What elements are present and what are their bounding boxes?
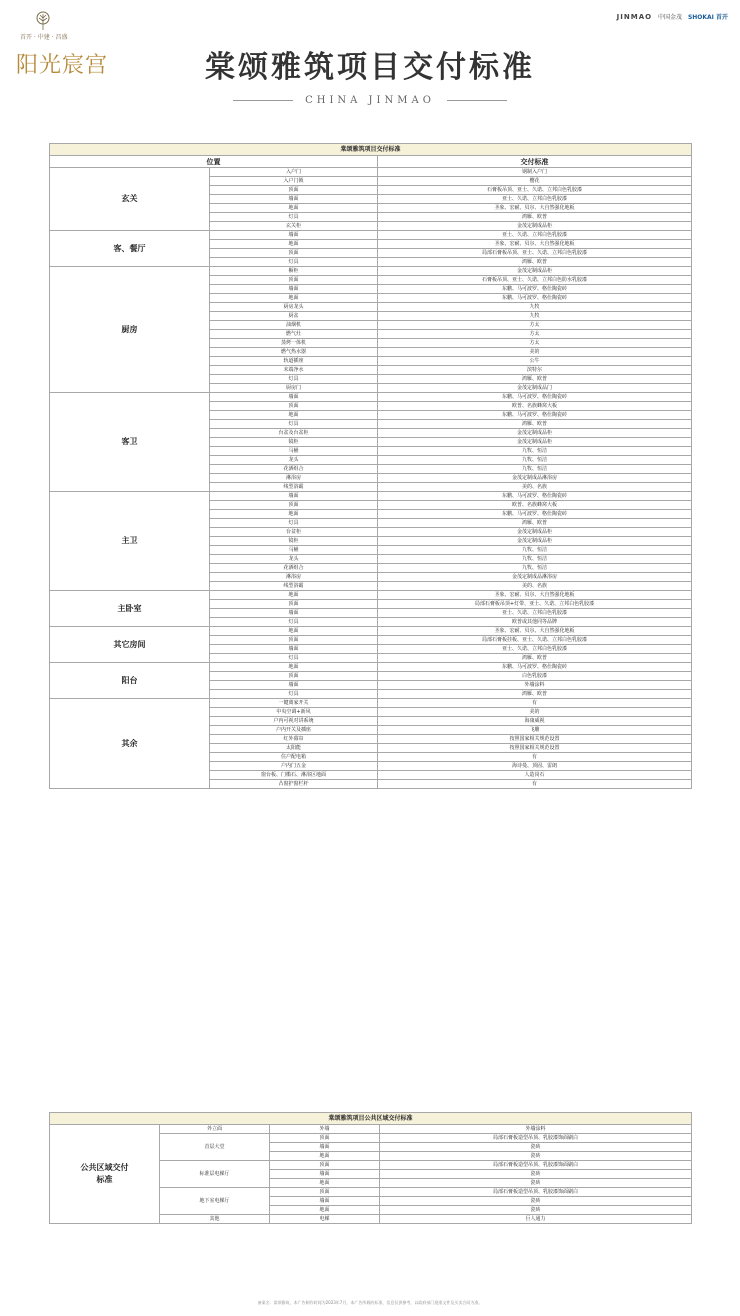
item-cell: 顶面 — [210, 600, 378, 609]
standard-cell: 圣象、宏耐、贝尔、大自然强化地板 — [378, 240, 692, 249]
table-row — [50, 393, 692, 402]
item-cell: 地面 — [210, 240, 378, 249]
standard-cell: 瓷砖 — [380, 1143, 692, 1152]
standard-cell: 金茂定制成品门 — [378, 384, 692, 393]
item-cell: 墙面 — [210, 285, 378, 294]
item-cell: 墙面 — [210, 609, 378, 618]
standard-cell: 九牧 — [378, 312, 692, 321]
table-caption-row — [50, 1113, 692, 1125]
area-cell: 客、餐厅 — [50, 231, 210, 267]
standard-cell: 鸿雁、欧普 — [378, 690, 692, 699]
standard-cell: 瓷砖 — [380, 1206, 692, 1215]
standard-cell: 九牧、恒洁 — [378, 465, 692, 474]
part-cell: 地面 — [270, 1179, 380, 1188]
standard-cell: 美的、名族 — [378, 483, 692, 492]
item-cell: 灯具 — [210, 519, 378, 528]
item-cell: 墙面 — [210, 231, 378, 240]
item-cell: 地面 — [210, 411, 378, 420]
standard-cell: 局部石膏板造型吊顶、乳胶漆饰面刷白 — [380, 1161, 692, 1170]
item-cell: 红外幕帘 — [210, 735, 378, 744]
standard-cell: 东鹏、马可波罗、格仕陶瓷砖 — [378, 492, 692, 501]
public-area-standard-table — [49, 1112, 692, 1224]
standard-cell: 圣象、宏耐、贝尔、大自然强化地板 — [378, 204, 692, 213]
area-cell: 玄关 — [50, 168, 210, 231]
standard-cell: 金茂定制成品柜 — [378, 267, 692, 276]
item-cell: 墙面 — [210, 645, 378, 654]
table-row — [50, 663, 692, 672]
area-cell: 主卧室 — [50, 591, 210, 627]
item-cell: 镜柜 — [210, 438, 378, 447]
standard-cell: 飞雕 — [378, 726, 692, 735]
item-cell: 厨房龙头 — [210, 303, 378, 312]
standard-cell: 瓷砖 — [380, 1179, 692, 1188]
standard-cell: 白色乳胶漆 — [378, 672, 692, 681]
location-cell: 首层大堂 — [160, 1134, 270, 1161]
standard-cell: 九牧、恒洁 — [378, 447, 692, 456]
item-cell: 中央空调+新风 — [210, 708, 378, 717]
standard-cell: 有 — [378, 780, 692, 789]
standard-cell: 东鹏、马可波罗、格仕陶瓷砖 — [378, 294, 692, 303]
standard-cell: 美的、名族 — [378, 582, 692, 591]
standard-cell: 有 — [378, 699, 692, 708]
standard-cell: 石膏板吊顶、亚士、久诺、立邦白色乳胶漆 — [378, 186, 692, 195]
item-cell: 马桶 — [210, 447, 378, 456]
part-cell: 墙面 — [270, 1170, 380, 1179]
table-row — [50, 1125, 692, 1134]
standard-cell: 局部石膏板吊顶+灯带、亚士、久诺、立邦白色乳胶漆 — [378, 600, 692, 609]
item-cell: 灯具 — [210, 420, 378, 429]
item-cell: 灯具 — [210, 690, 378, 699]
part-cell: 地面 — [270, 1206, 380, 1215]
table-row — [50, 492, 692, 501]
standard-cell: 亚士、久诺、立邦白色乳胶漆 — [378, 195, 692, 204]
header-standard: 交付标准 — [378, 156, 692, 168]
part-cell: 地面 — [270, 1152, 380, 1161]
standard-cell: 鸿雁、欧普 — [378, 213, 692, 222]
standard-cell: 鸿雁、欧普 — [378, 654, 692, 663]
location-cell: 标准层电梯厅 — [160, 1161, 270, 1188]
page-subtitle: CHINA JINMAO — [305, 95, 435, 106]
item-cell: 灯具 — [210, 258, 378, 267]
table-row — [50, 267, 692, 276]
item-cell: 龙头 — [210, 456, 378, 465]
standard-cell: 人造岗石 — [378, 771, 692, 780]
standard-cell: 金茂定制成品柜 — [378, 429, 692, 438]
standard-cell: 钢制入户门 — [378, 168, 692, 177]
area-cell: 客卫 — [50, 393, 210, 492]
part-cell: 墙面 — [270, 1197, 380, 1206]
item-cell: 顶面 — [210, 672, 378, 681]
item-cell: 户内可视对讲系统 — [210, 717, 378, 726]
standard-cell: 鸿雁、欧普 — [378, 420, 692, 429]
standard-cell: 东鹏、马可波罗、格仕陶瓷砖 — [378, 393, 692, 402]
divider-right — [447, 100, 507, 101]
standard-cell: 方太 — [378, 339, 692, 348]
item-cell: 灯具 — [210, 375, 378, 384]
standard-cell: 亚士、久诺、立邦白色乳胶漆 — [378, 645, 692, 654]
area-cell: 其它房间 — [50, 627, 210, 663]
table-header-row — [50, 156, 692, 168]
item-cell: 厨盆 — [210, 312, 378, 321]
standard-cell: 东鹏、马可波罗、格仕陶瓷砖 — [378, 510, 692, 519]
standard-cell: 滨特尔 — [378, 366, 692, 375]
standard-cell: 方太 — [378, 330, 692, 339]
item-cell: 一键离家开关 — [210, 699, 378, 708]
table-row — [50, 231, 692, 240]
standard-cell: 按照国家相关规范设置 — [378, 735, 692, 744]
standard-cell: 九牧、恒洁 — [378, 555, 692, 564]
page-title: 棠颂雅筑项目交付标准 — [205, 50, 535, 85]
brand-china-jinmao: 中国金茂 — [658, 14, 683, 21]
item-cell: 花洒组合 — [210, 465, 378, 474]
item-cell: 玄关柜 — [210, 222, 378, 231]
part-cell: 墙面 — [270, 1143, 380, 1152]
standard-cell: 方太 — [378, 321, 692, 330]
item-cell: 墙面 — [210, 492, 378, 501]
item-cell: 厨房门 — [210, 384, 378, 393]
standard-cell: 金茂定制成品柜 — [378, 537, 692, 546]
standard-cell: 鸿雁、欧普 — [378, 375, 692, 384]
part-cell: 顶面 — [270, 1188, 380, 1197]
standard-cell: 外墙涂料 — [378, 681, 692, 690]
standard-cell: 樱花 — [378, 177, 692, 186]
tree-logo-icon — [32, 10, 54, 32]
table-row — [50, 591, 692, 600]
area-cell: 阳台 — [50, 663, 210, 699]
standard-cell: 瓷砖 — [380, 1170, 692, 1179]
standard-cell: 欧普、名族蜂窝大板 — [378, 402, 692, 411]
item-cell: 燃气热水器 — [210, 348, 378, 357]
item-cell: 蒸烤一体机 — [210, 339, 378, 348]
standard-cell: 美的 — [378, 348, 692, 357]
standard-cell: 局部石膏板挂板、亚士、久诺、立邦白色乳胶漆 — [378, 636, 692, 645]
item-cell: 户内开关及插座 — [210, 726, 378, 735]
standard-cell: 东鹏、马可波罗、格仕陶瓷砖 — [378, 285, 692, 294]
item-cell: 顶面 — [210, 276, 378, 285]
item-cell: 入户门锁 — [210, 177, 378, 186]
item-cell: 台盆及台盆柜 — [210, 429, 378, 438]
item-cell: 窗台板、门槛石、淋浴区地面 — [210, 771, 378, 780]
item-cell: 顶面 — [210, 402, 378, 411]
item-cell: 住户配电箱 — [210, 753, 378, 762]
item-cell: 马桶 — [210, 546, 378, 555]
standard-cell: 石膏板吊顶、亚士、久诺、立邦白色防水乳胶漆 — [378, 276, 692, 285]
item-cell: 末端净水 — [210, 366, 378, 375]
area-cell: 厨房 — [50, 267, 210, 393]
part-cell: 外墙 — [270, 1125, 380, 1134]
item-cell: 油烟机 — [210, 321, 378, 330]
standard-cell: 欧普或其他同等品牌 — [378, 618, 692, 627]
location-cell: 地下室电梯厅 — [160, 1188, 270, 1215]
standard-cell: 东鹏、马可波罗、格仕陶瓷砖 — [378, 411, 692, 420]
item-cell: 地面 — [210, 510, 378, 519]
standard-cell: 亚士、久诺、立邦白色乳胶漆 — [378, 609, 692, 618]
standard-cell: 金茂定制成品柜 — [378, 222, 692, 231]
standard-cell: 金茂定制成品柜 — [378, 528, 692, 537]
item-cell: 墙面 — [210, 195, 378, 204]
item-cell: 墙面 — [210, 681, 378, 690]
item-cell: 地面 — [210, 627, 378, 636]
table-caption: 棠颂雅筑项目交付标准 — [50, 144, 692, 156]
delivery-standard-table — [49, 143, 692, 789]
item-cell: 顶面 — [210, 249, 378, 258]
standard-cell: 公牛 — [378, 357, 692, 366]
item-cell: 户内门五金 — [210, 762, 378, 771]
item-cell: 淋浴房 — [210, 474, 378, 483]
item-cell: 顶面 — [210, 186, 378, 195]
item-cell: 墙面 — [210, 393, 378, 402]
subtitle-row — [0, 95, 740, 106]
item-cell: 太阳能 — [210, 744, 378, 753]
standard-cell: 金茂定制成品柜 — [378, 438, 692, 447]
standard-cell: 瓷砖 — [380, 1197, 692, 1206]
item-cell: 地面 — [210, 204, 378, 213]
item-cell: 凸窗护窗栏杆 — [210, 780, 378, 789]
table-row — [50, 699, 692, 708]
item-cell: 线型浴霸 — [210, 483, 378, 492]
area-cell: 公共区域交付标准 — [50, 1125, 160, 1224]
standard-cell: 圣象、宏耐、贝尔、大自然强化地板 — [378, 627, 692, 636]
divider-left — [233, 100, 293, 101]
table-caption-row — [50, 144, 692, 156]
item-cell: 台盆柜 — [210, 528, 378, 537]
standard-cell: 亚士、久诺、立邦白色乳胶漆 — [378, 231, 692, 240]
area-cell: 其余 — [50, 699, 210, 789]
standard-cell: 九牧、恒洁 — [378, 564, 692, 573]
item-cell: 橱柜 — [210, 267, 378, 276]
item-cell: 燃气灶 — [210, 330, 378, 339]
item-cell: 顶面 — [210, 501, 378, 510]
item-cell: 灯具 — [210, 654, 378, 663]
standard-cell: 东鹏、马可波罗、格仕陶瓷砖 — [378, 663, 692, 672]
item-cell: 入户门 — [210, 168, 378, 177]
standard-cell: 海诗曼、顶固、雷朗 — [378, 762, 692, 771]
standard-cell: 金茂定制成品淋浴房 — [378, 573, 692, 582]
brand-shokai: SHOKAI 首开 — [687, 14, 728, 21]
standard-cell: 局部石膏板造型吊顶、乳胶漆饰面刷白 — [380, 1188, 692, 1197]
standard-cell: 海康威视 — [378, 717, 692, 726]
item-cell: 地面 — [210, 591, 378, 600]
standard-cell: 按照国家相关规范设置 — [378, 744, 692, 753]
header-location: 位置 — [50, 156, 378, 168]
standard-cell: 巨人通力 — [380, 1215, 692, 1224]
standard-cell: 局部石膏板造型吊顶、乳胶漆饰面刷白 — [380, 1134, 692, 1143]
item-cell: 地面 — [210, 663, 378, 672]
standard-cell: 有 — [378, 753, 692, 762]
item-cell: 花洒组合 — [210, 564, 378, 573]
standard-cell: 外墙涂料 — [380, 1125, 692, 1134]
area-cell: 主卫 — [50, 492, 210, 591]
standard-cell: 局部石膏板吊顶、亚士、久诺、立邦白色乳胶漆 — [378, 249, 692, 258]
footnote: 备案名：棠颂雅筑，本广告制作时间为2023年7月，本广告所载的标准、信息仅供参考，以政府部门批准文件及买卖合同为准。 — [257, 1300, 483, 1305]
item-cell: 线型浴霸 — [210, 582, 378, 591]
part-cell: 顶面 — [270, 1161, 380, 1170]
logo-subtext: 首开 · 中建 · 昌盛 — [20, 34, 68, 41]
item-cell: 地面 — [210, 294, 378, 303]
item-cell: 龙头 — [210, 555, 378, 564]
standard-cell: 欧普、名族蜂窝大板 — [378, 501, 692, 510]
item-cell: 镜柜 — [210, 537, 378, 546]
standard-cell: 金茂定制成品淋浴房 — [378, 474, 692, 483]
table-row — [50, 168, 692, 177]
standard-cell: 圣象、宏耐、贝尔、大自然强化地板 — [378, 591, 692, 600]
part-cell: 电梯 — [270, 1215, 380, 1224]
logo-wordmark: 阳光宸宫 — [16, 53, 109, 78]
standard-cell: 瓷砖 — [380, 1152, 692, 1161]
standard-cell: 鸿雁、欧普 — [378, 258, 692, 267]
item-cell: 灯具 — [210, 213, 378, 222]
location-cell: 外立面 — [160, 1125, 270, 1134]
part-cell: 顶面 — [270, 1134, 380, 1143]
item-cell: 轨道插座 — [210, 357, 378, 366]
item-cell: 灯具 — [210, 618, 378, 627]
developer-brands — [613, 12, 728, 21]
standard-cell: 九牧、恒洁 — [378, 456, 692, 465]
standard-cell: 鸿雁、欧普 — [378, 519, 692, 528]
location-cell: 其他 — [160, 1215, 270, 1224]
item-cell: 淋浴房 — [210, 573, 378, 582]
standard-cell: 九牧、恒洁 — [378, 546, 692, 555]
table-row — [50, 627, 692, 636]
standard-cell: 九牧 — [378, 303, 692, 312]
table-caption: 棠颂雅筑项目公共区域交付标准 — [50, 1113, 692, 1125]
item-cell: 顶面 — [210, 636, 378, 645]
brand-jinmao: JINMAO — [616, 13, 653, 21]
standard-cell: 美的 — [378, 708, 692, 717]
